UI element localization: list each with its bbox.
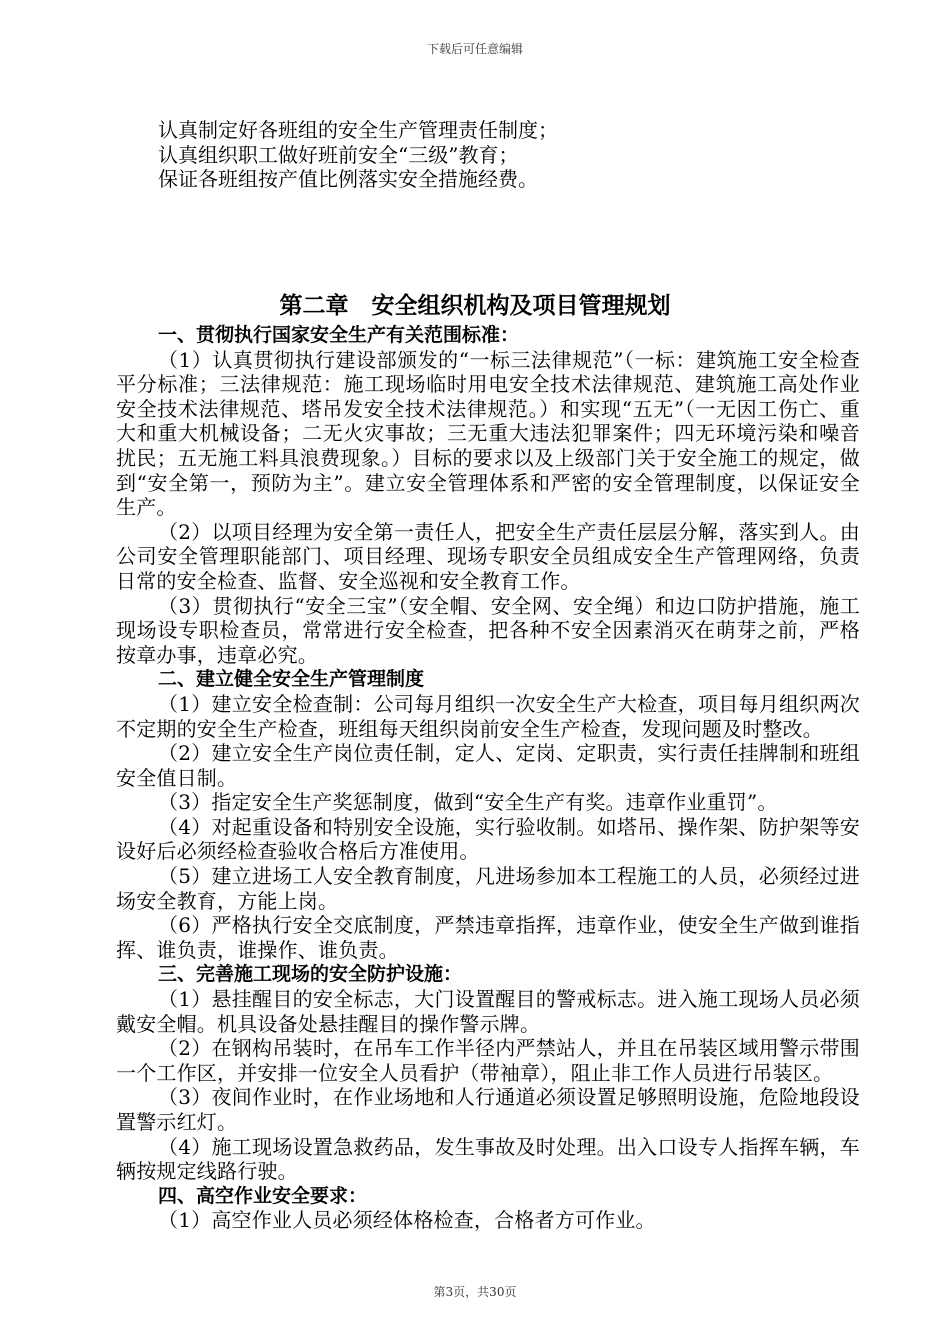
section-heading: 四、高空作业安全要求：: [158, 1184, 368, 1207]
page-header-note: 下载后可任意编辑: [426, 42, 523, 56]
page-number-footer: 第3页，共30页: [433, 1285, 517, 1299]
intro-line: 保证各班组按产值比例落实安全措施经费。: [158, 167, 538, 192]
paragraph: （1）认真贯彻执行建设部颁发的“一标三法律规范”（一标：建筑施工安全检查平分标准；三法律规范：施工现场临时用电安全技术法律规范、建筑施工高处作业安全技术法律规范、塔吊发安全技术法律规范。）和实现“五无”（一无因工伤亡、重大和重大机械设备；二无火灾事故；三无重大违法犯罪案件；四无环境污染和噪音扰民；五无施工料具浪费现象。）目标的要求以及上级部门关于安全施工的规定，做到“安全第一，预防为主”。建立安全管理体系和严密的安全管理制度，以保证安全生产。: [116, 347, 860, 520]
paragraph: （3）夜间作业时，在作业场地和人行通道必须设置足够照明设施，危险地段设置警示红灯。: [116, 1085, 860, 1134]
intro-line: 认真制定好各班组的安全生产管理责任制度；: [158, 118, 558, 142]
paragraph: （3）指定安全生产奖惩制度，做到“安全生产有奖。违章作业重罚”。: [158, 790, 778, 815]
section-heading: 一、贯彻执行国家安全生产有关范围标准：: [158, 324, 520, 346]
document-body: [116, 323, 860, 1233]
section-heading: 三、完善施工现场的安全防护设施：: [158, 963, 463, 986]
intro-list: [116, 118, 860, 192]
chapter-title: 第二章 安全组织机构及项目管理规划: [279, 293, 671, 319]
paragraph: （4）施工现场设置急救药品，发生事故及时处理。出入口设专人指挥车辆，车辆按规定线路行驶。: [116, 1134, 860, 1184]
paragraph: （1）悬挂醒目的安全标志，大门设置醒目的警戒标志。进入施工现场人员必须戴安全帽。机具设备处悬挂醒目的操作警示牌。: [116, 987, 860, 1036]
paragraph: （6）严格执行安全交底制度，严禁违章指挥，违章作业，使安全生产做到谁指挥、谁负责，谁操作、谁负责。: [116, 913, 860, 962]
paragraph: （3）贯彻执行“安全三宝”（安全帽、安全网、安全绳）和边口防护措施，施工现场设专职检查员，常常进行安全检查，把各种不安全因素消灭在萌芽之前，严格按章办事，违章必究。: [116, 593, 860, 667]
paragraph: （4）对起重设备和特别安全设施，实行验收制。如塔吊、操作架、防护架等安设好后必须经检查验收合格后方准使用。: [116, 814, 860, 864]
paragraph: （2）建立安全生产岗位责任制，定人、定岗、定职责，实行责任挂牌制和班组安全值日制。: [116, 741, 860, 790]
intro-line: 认真组织职工做好班前安全“三级”教育；: [158, 142, 519, 167]
paragraph: （5）建立进场工人安全教育制度，凡进场参加本工程施工的人员，必须经过进场安全教育，方能上岗。: [116, 864, 860, 913]
paragraph: （1）高空作业人员必须经体格检查，合格者方可作业。: [158, 1208, 656, 1233]
paragraph: （1）建立安全检查制：公司每月组织一次安全生产大检查，项目每月组织两次不定期的安全生产检查，班组每天组织岗前安全生产检查，发现问题及时整改。: [116, 691, 860, 741]
paragraph: （2）以项目经理为安全第一责任人，把安全生产责任层层分解，落实到人。由公司安全管理职能部门、项目经理、现场专职安全员组成安全生产管理网络，负责日常的安全检查、监督、安全巡视和安全教育工作。: [116, 519, 860, 593]
section-heading: 二、建立健全安全生产管理制度: [158, 668, 425, 691]
paragraph: （2）在钢构吊装时，在吊车工作半径内严禁站人，并且在吊装区域用警示带围一个工作区，并安排一位安全人员看护（带袖章），阻止非工作人员进行吊装区。: [116, 1036, 860, 1085]
